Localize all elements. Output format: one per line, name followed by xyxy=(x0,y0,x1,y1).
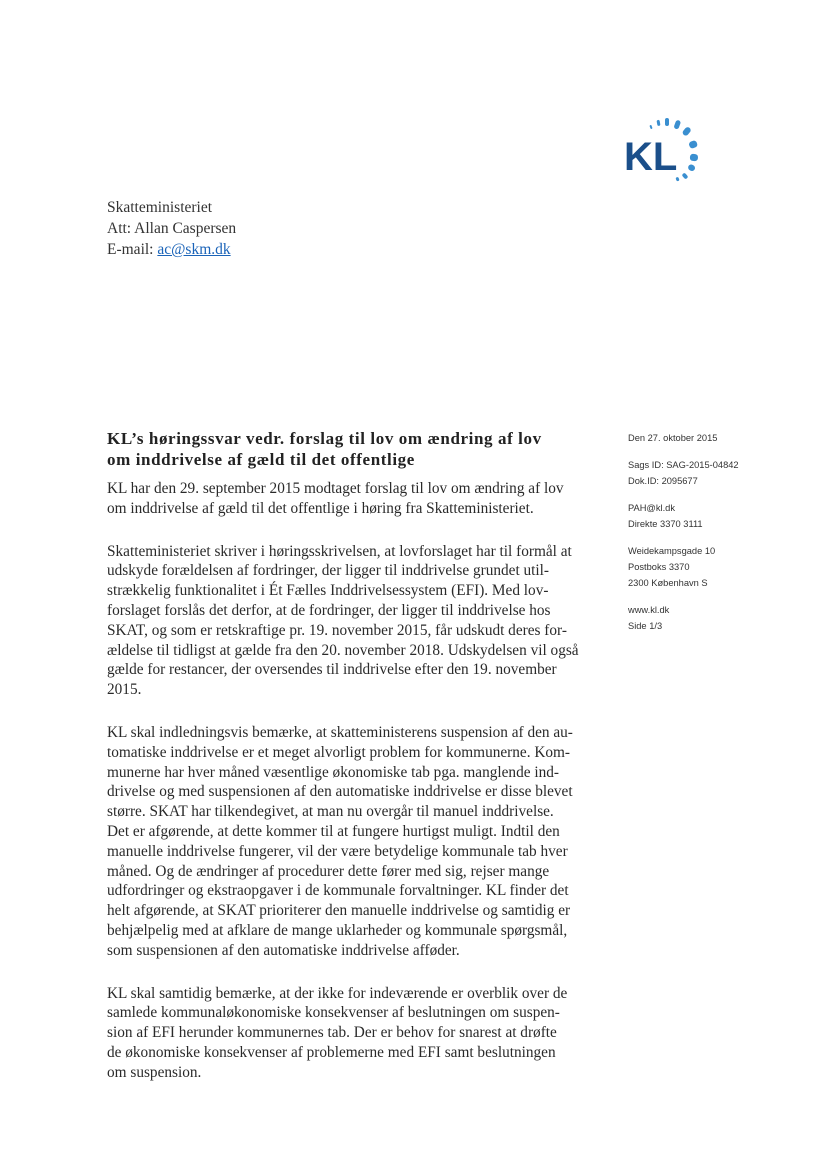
doc-id: Dok.ID: 2095677 xyxy=(628,476,698,486)
page-number: Side 1/3 xyxy=(628,621,663,631)
title-line-2: om inddrivelse af gæld til det offentlige xyxy=(107,450,415,469)
body-line: udfordringer og ekstraopgaver i de kommunale forvaltninger. KL finder det xyxy=(107,882,569,900)
address-street: Weidekampsgade 10 xyxy=(628,546,716,556)
body-line: samlede kommunaløkonomiske konsekvenser af beslutningen om suspen- xyxy=(107,1004,560,1022)
body-line: måned. Og de ændringer af procedurer dette fører med sig, rejser mange xyxy=(107,862,550,880)
letter-body xyxy=(107,479,592,1106)
body-line: forslaget forslås det derfor, at de fordringer, der ligger til inddrivelse hos xyxy=(107,601,551,619)
case-id: Sags ID: SAG-2015-04842 xyxy=(628,460,739,470)
body-line: større. SKAT har tilkendegivet, at man nu overgår til manuel inddrivelse. xyxy=(107,803,554,821)
body-line: udskyde forældelsen af fordringer, der ligger til inddrivelse grundet util- xyxy=(107,562,550,580)
body-line: KL skal samtidig bemærke, at der ikke for indeværende er overblik over de xyxy=(107,984,568,1002)
body-line: de økonomiske konsekvenser af problemerne med EFI samt beslutningen xyxy=(107,1043,556,1061)
body-line: som suspensionen af den automatiske inddrivelse afføder. xyxy=(107,941,460,959)
body-line: behjælpelig med at afklare de mange uklarheder og kommunale spørgsmål, xyxy=(107,921,568,939)
body-line: manuelle inddrivelse fungerer, vil der være betydelige kommunale tab hver xyxy=(107,842,568,860)
contact-email: PAH@kl.dk xyxy=(628,503,675,513)
recipient-email-label: E-mail: xyxy=(107,241,158,258)
contact-phone: Direkte 3370 3111 xyxy=(628,519,703,529)
body-line: om suspension. xyxy=(107,1063,202,1081)
body-line: KL har den 29. september 2015 modtaget forslag til lov om ændring af lov xyxy=(107,480,564,497)
body-paragraph xyxy=(107,542,592,700)
title-line-1: KL’s høringssvar vedr. forslag til lov om ændring af lov xyxy=(107,429,542,448)
body-line: 2015. xyxy=(107,681,142,699)
body-line: sion af EFI herunder kommunernes tab. Der er behov for snarest at drøfte xyxy=(107,1024,557,1042)
body-line: SKAT, og som er retskraftige pr. 19. november 2015, får udskudt deres for- xyxy=(107,621,567,639)
recipient-address xyxy=(107,197,236,260)
letter-date: Den 27. oktober 2015 xyxy=(628,433,718,443)
body-line: strækkelig funktionalitet i Ét Fælles Inddrivelsessystem (EFI). Med lov- xyxy=(107,582,549,600)
recipient-email-line xyxy=(107,239,236,260)
sidebar-info xyxy=(628,430,818,645)
body-paragraph xyxy=(107,723,592,961)
recipient-att: Att: Allan Caspersen xyxy=(107,220,237,237)
body-line: Det er afgørende, at dette kommer til at fungere hurtigst muligt. Indtil den xyxy=(107,822,560,840)
body-line: gælde for restancer, der oversendes til inddrivelse efter den 19. november xyxy=(107,661,557,679)
body-line: munerne har hver måned væsentlige økonomiske tab pga. manglende ind- xyxy=(107,763,559,781)
body-line: KL skal indledningsvis bemærke, at skatteministerens suspension af den au- xyxy=(107,723,573,741)
body-line: Skatteministeriet skriver i høringsskrivelsen, at lovforslaget har til formål at xyxy=(107,542,572,560)
recipient-org: Skatteministeriet xyxy=(107,199,213,216)
letter-title xyxy=(107,428,597,470)
kl-logo xyxy=(620,115,716,195)
body-line: helt afgørende, at SKAT prioriterer den manuelle inddrivelse og samtidig er xyxy=(107,902,571,920)
recipient-email-link[interactable]: ac@skm.dk xyxy=(157,241,231,258)
body-paragraph xyxy=(107,479,592,519)
body-paragraph xyxy=(107,984,592,1083)
address-pobox: Postboks 3370 xyxy=(628,562,690,572)
body-line: drivelse og med suspensionen af den automatiske inddrivelse er disse blevet xyxy=(107,783,573,801)
body-line: ældelse til tidligst at gælde fra den 20. november 2018. Udskydelsen vil også xyxy=(107,641,579,659)
website: www.kl.dk xyxy=(628,605,670,615)
kl-logo-text: KL xyxy=(624,135,678,179)
body-line: om inddrivelse af gæld til det offentlige i høring fra Skatteministeriet. xyxy=(107,499,534,517)
kl-logo-graphic xyxy=(620,115,716,195)
address-city: 2300 København S xyxy=(628,578,708,588)
body-line: tomatiske inddrivelse er et meget alvorligt problem for kommunerne. Kom- xyxy=(107,743,571,761)
